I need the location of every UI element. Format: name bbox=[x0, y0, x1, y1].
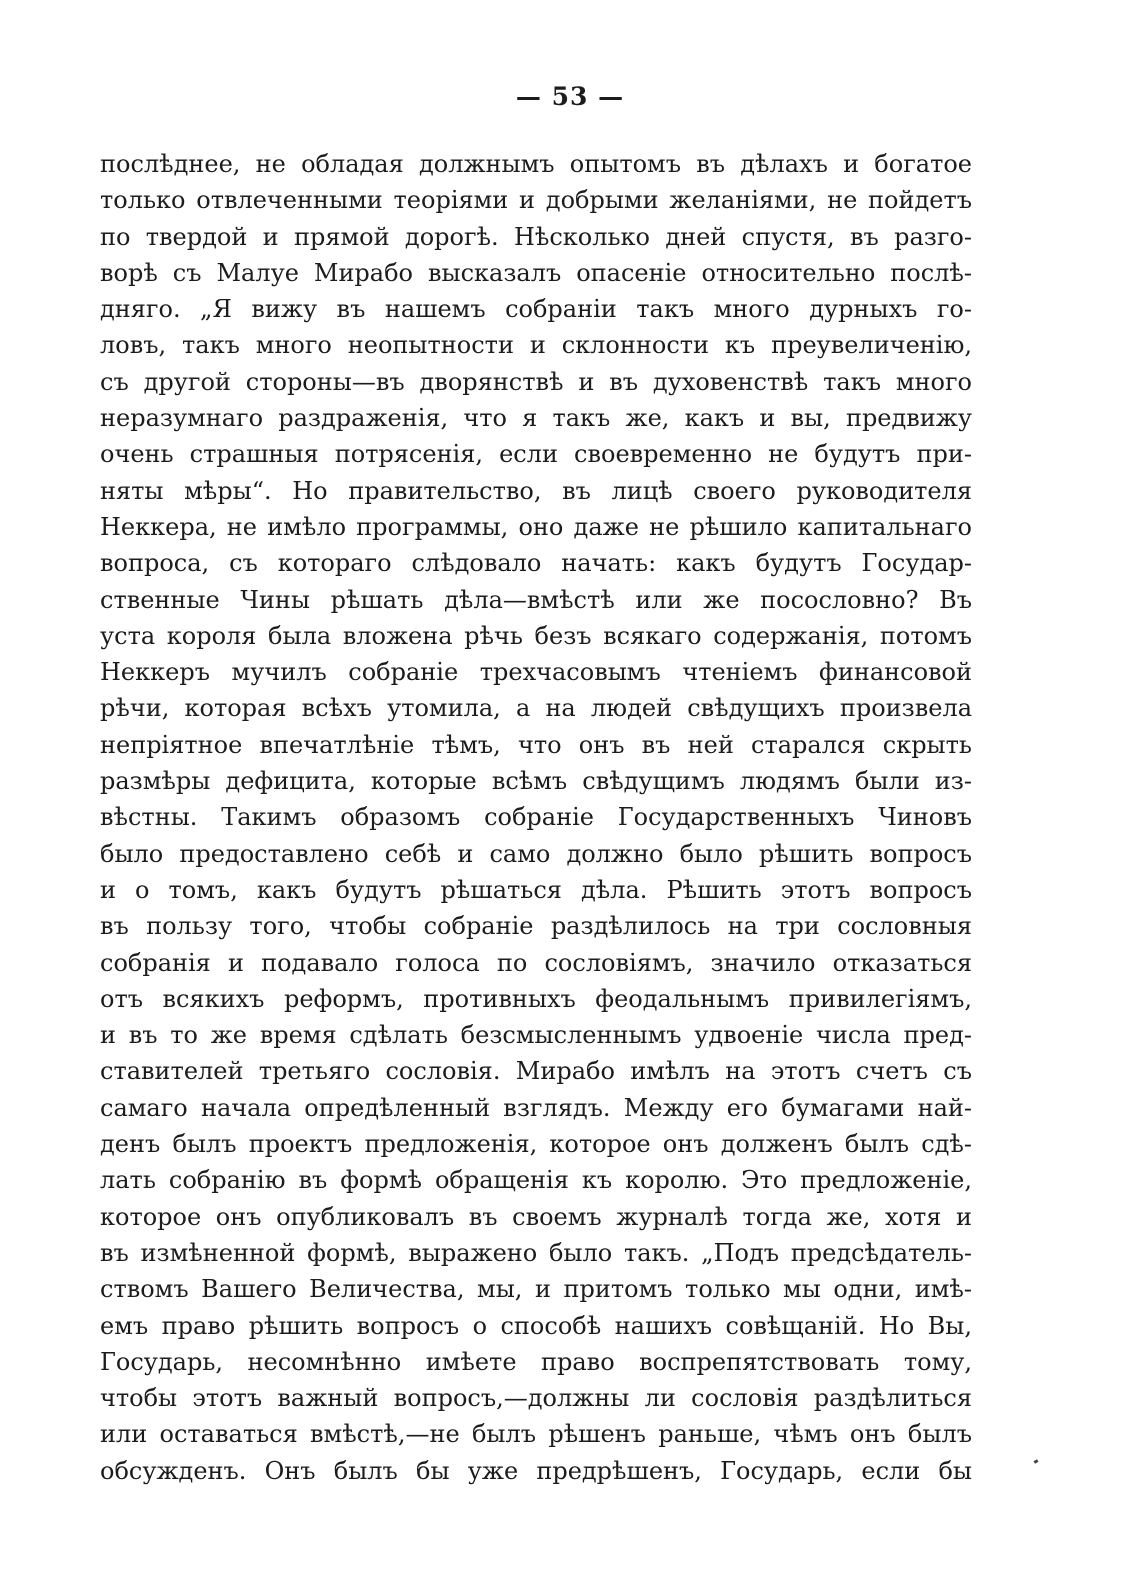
text-line: послѣднее, не обладая должнымъ опытомъ въ дѣлахъ и богатое bbox=[100, 150, 972, 178]
text-line: ственные Чины рѣшать дѣла—вмѣстѣ или же посословно? Въ bbox=[100, 585, 972, 614]
text-line: отъ всякихъ реформъ, противныхъ феодальнымъ привилегіямъ, bbox=[100, 984, 972, 1013]
text-line: очень страшныя потрясенія, если своевременно не будутъ при- bbox=[100, 440, 972, 469]
text-line: непріятное впечатлѣніе тѣмъ, что онъ въ ней старался скрыть bbox=[100, 730, 972, 759]
text-line: Государь, несомнѣнно имѣете право воспрепятствовать тому, bbox=[100, 1347, 972, 1376]
text-line: которое онъ опубликовалъ въ своемъ журналѣ тогда же, хотя и bbox=[100, 1202, 972, 1231]
text-line: денъ былъ проектъ предложенія, которое онъ долженъ былъ сдѣ- bbox=[100, 1130, 972, 1159]
text-line: собранія и подавало голоса по сословіямъ, значило отказаться bbox=[100, 948, 972, 977]
text-line: неразумнаго раздраженія, что я такъ же, какъ и вы, предвижу bbox=[100, 404, 972, 433]
text-line: и о томъ, какъ будутъ рѣшаться дѣла. Рѣшить этотъ вопросъ bbox=[100, 875, 972, 904]
text-line: ворѣ съ Малуе Мирабо высказалъ опасеніе относительно послѣ- bbox=[100, 258, 972, 287]
text-line: уста короля была вложена рѣчь безъ всякаго содержанія, потомъ bbox=[100, 621, 972, 650]
scan-speck bbox=[1034, 1459, 1039, 1464]
text-line: вѣстны. Такимъ образомъ собраніе Государственныхъ Чиновъ bbox=[100, 803, 972, 832]
text-line: чтобы этотъ важный вопросъ,—должны ли сословія раздѣлиться bbox=[100, 1384, 972, 1413]
text-line: рѣчи, которая всѣхъ утомила, а на людей свѣдущихъ произвела bbox=[100, 694, 972, 723]
text-line: или оставаться вмѣстѣ,—не былъ рѣшенъ раньше, чѣмъ онъ былъ bbox=[100, 1420, 972, 1449]
text-line: въ пользу того, чтобы собраніе раздѣлилось на три сословныя bbox=[100, 912, 972, 941]
text-line: дняго. „Я вижу въ нашемъ собраніи такъ много дурныхъ го- bbox=[100, 295, 972, 324]
text-line: емъ право рѣшить вопросъ о способѣ нашихъ совѣщаній. Но Вы, bbox=[100, 1311, 972, 1340]
text-line: Неккеръ мучилъ собраніе трехчасовымъ чтеніемъ финансовой bbox=[100, 658, 972, 687]
page-number-header: — 53 — bbox=[515, 82, 625, 111]
text-line: въ измѣненной формѣ, выражено было такъ. „Подъ предсѣдатель- bbox=[100, 1238, 972, 1267]
body-text bbox=[100, 146, 972, 1489]
text-line: размѣры дефицита, которые всѣмъ свѣдущимъ людямъ были из- bbox=[100, 767, 972, 796]
text-line: лать собранію въ формѣ обращенія къ королю. Это предложеніе, bbox=[100, 1166, 972, 1195]
text-line: вопроса, съ котораго слѣдовало начать: какъ будутъ Государ- bbox=[100, 549, 972, 578]
text-line: ствомъ Вашего Величества, мы, и притомъ только мы одни, имѣ- bbox=[100, 1275, 972, 1304]
text-line: было предоставлено себѣ и само должно было рѣшить вопросъ bbox=[100, 839, 972, 868]
text-line: только отвлеченными теоріями и добрыми желаніями, не пойдетъ bbox=[100, 186, 972, 215]
text-line: и въ то же время сдѣлать безсмысленнымъ удвоеніе числа пред- bbox=[100, 1021, 972, 1050]
text-line: съ другой стороны—въ дворянствѣ и въ духовенствѣ такъ много bbox=[100, 367, 972, 396]
text-line: обсужденъ. Онъ былъ бы уже предрѣшенъ, Государь, если бы bbox=[100, 1456, 972, 1485]
text-line: самаго начала опредѣленный взглядъ. Между его бумагами най- bbox=[100, 1093, 972, 1122]
text-line: ловъ, такъ много неопытности и склонности къ преувеличенію, bbox=[100, 331, 972, 360]
text-line: по твердой и прямой дорогѣ. Нѣсколько дней спустя, въ разго- bbox=[100, 222, 972, 251]
text-line: ставителей третьяго сословія. Мирабо имѣлъ на этотъ счетъ съ bbox=[100, 1057, 972, 1086]
text-line: Неккера, не имѣло программы, оно даже не рѣшило капитальнаго bbox=[100, 512, 972, 541]
text-line: няты мѣры“. Но правительство, въ лицѣ своего руководителя bbox=[100, 476, 972, 505]
